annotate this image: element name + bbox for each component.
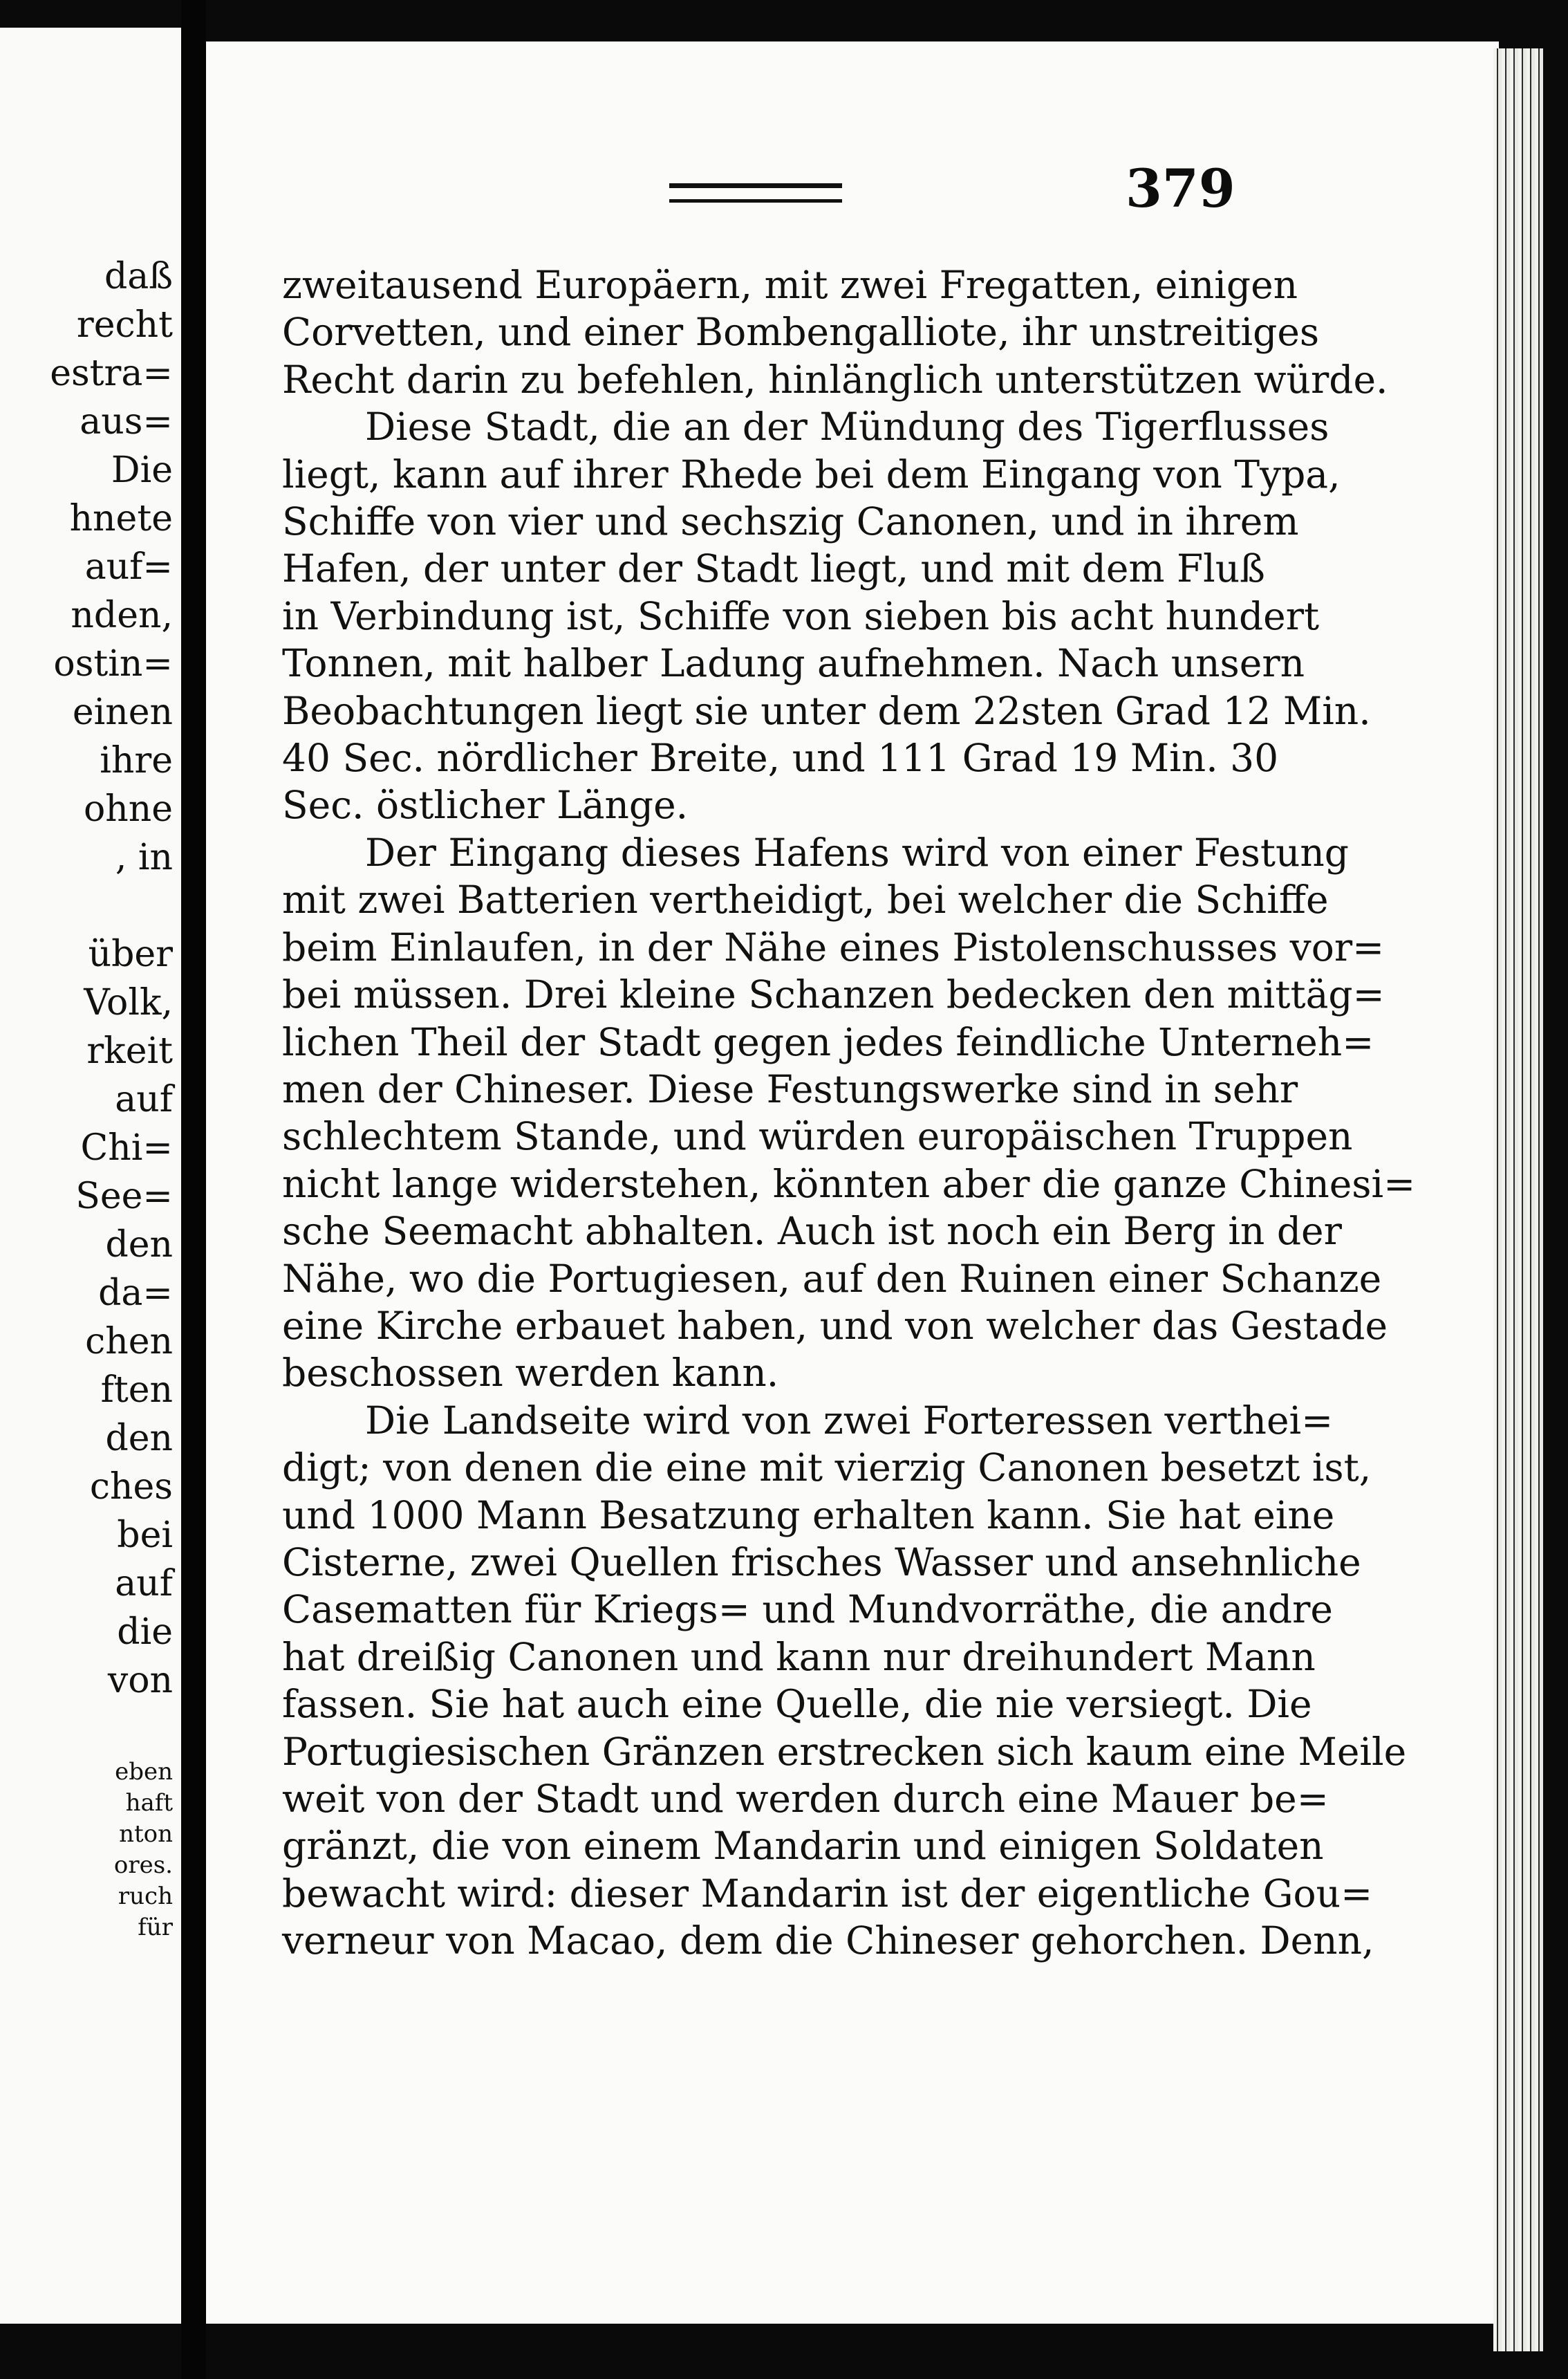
text-line: weit von der Stadt und werden durch eine Mauer be= [282,1777,1329,1821]
text-line: in Verbindung ist, Schiffe von sieben bis acht hundert [282,593,1320,638]
text-line: Corvetten, und einer Bombengalliote, ihr unstreitiges [282,310,1320,355]
text-line: Diese Stadt, die an der Mündung des Tigerflusses [365,405,1329,450]
left-page-line: ohne [83,788,173,830]
text-line: Beobachtungen liegt sie unter dem 22sten Grad 12 Min. [282,688,1371,733]
left-page-line: auf [115,1563,173,1604]
text-line: Tonnen, mit halber Ladung aufnehmen. Nach unsern [282,641,1305,686]
text-line: eine Kirche erbauet haben, und von welcher das Gestade [282,1303,1388,1348]
text-line: Die Landseite wird von zwei Forteressen verthei= [365,1398,1334,1443]
text-line: liegt, kann auf ihrer Rhede bei dem Eingang von Typa, [282,452,1341,497]
text-line: Portugiesischen Gränzen erstrecken sich kaum eine Meile [282,1729,1407,1774]
text-line: Hafen, der unter der Stadt liegt, und mit dem Fluß [282,546,1265,591]
left-page-fragment [0,28,181,2324]
left-page-footnote-line: ruch [118,1882,173,1910]
left-page-line: von [107,1660,173,1701]
left-page-footnote-line: haft [125,1789,173,1817]
text-line: gränzt, die von einem Mandarin und einigen Soldaten [282,1824,1324,1869]
left-page-line: Chi= [80,1127,173,1169]
text-line: men der Chineser. Diese Festungswerke sind in sehr [282,1066,1298,1111]
text-line: Der Eingang dieses Hafens wird von einer Festung [365,830,1350,875]
text-line: sche Seemacht abhalten. Auch ist noch ein Berg in der [282,1209,1342,1254]
left-page-line: ften [100,1369,173,1411]
left-page-footnote-line: ores. [113,1851,173,1879]
text-line: Cisterne, zwei Quellen frisches Wasser und ansehnliche [282,1539,1361,1584]
left-page-line: die [117,1611,173,1653]
left-page-line: estra= [50,353,173,394]
text-line: zweitausend Europäern, mit zwei Fregatten, einigen [282,263,1298,307]
text-line: Sec. östlicher Länge. [282,783,689,828]
book-gutter [181,0,206,2379]
left-page-footnote-line: nton [119,1820,173,1848]
text-line: lichen Theil der Stadt gegen jedes feindliche Unterneh= [282,1019,1374,1064]
page-number: 379 [1126,158,1235,219]
text-line: fassen. Sie hat auch eine Quelle, die nie versiegt. Die [282,1682,1312,1727]
left-page-line: nden, [71,595,173,636]
left-page-line: den [105,1224,173,1266]
left-page-line: daß [104,256,173,297]
main-page [206,41,1499,2324]
left-page-line: auf [115,1079,173,1120]
left-page-line: ihre [100,740,173,781]
left-page-footnote-line: eben [115,1758,173,1786]
left-page-line: ostin= [53,643,173,685]
left-page-line: , in [115,837,173,878]
text-line: beschossen werden kann. [282,1351,779,1396]
text-line: Schiffe von vier und sechszig Canonen, und in ihrem [282,499,1299,544]
left-page-line: da= [98,1272,173,1314]
left-page-line: Die [111,450,173,491]
text-line: mit zwei Batterien vertheidigt, bei welcher die Schiffe [282,878,1329,923]
left-page-line: See= [75,1176,173,1217]
left-page-line: Volk, [84,982,173,1024]
text-line: und 1000 Mann Besatzung erhalten kann. Sie hat eine [282,1492,1335,1537]
left-page-line: aus= [80,401,173,443]
text-line: 40 Sec. nördlicher Breite, und 111 Grad 19 Min. 30 [282,736,1279,781]
text-line: bewacht wird: dieser Mandarin ist der eigentliche Gou= [282,1871,1373,1916]
text-line: nicht lange widerstehen, könnten aber die ganze Chinesi= [282,1161,1416,1206]
page-edges [1493,48,1543,2351]
text-line: bei müssen. Drei kleine Schanzen bedecken den mittäg= [282,972,1385,1017]
left-page-line: über [88,934,173,975]
text-line: Recht darin zu befehlen, hinlänglich unterstützen würde. [282,357,1388,402]
left-page-line: chen [85,1321,173,1362]
text-line: hat dreißig Canonen und kann nur dreihundert Mann [282,1634,1316,1679]
left-page-line: einen [72,692,173,733]
left-page-footnote-line: für [138,1914,173,1941]
left-page-line: ches [89,1466,173,1508]
text-line: Nähe, wo die Portugiesen, auf den Ruinen einer Schanze [282,1256,1382,1301]
left-page-line: den [105,1418,173,1459]
left-page-line: rkeit [86,1030,173,1072]
text-line: Casematten für Kriegs= und Mundvorräthe, die andre [282,1587,1333,1632]
left-page-line: bei [117,1515,173,1556]
header-ornament-rule [669,183,842,203]
left-page-line: auf= [84,546,173,588]
left-page-line: hnete [69,498,173,539]
left-page-line: recht [76,304,173,346]
text-line: digt; von denen die eine mit vierzig Canonen besetzt ist, [282,1445,1372,1490]
text-line: beim Einlaufen, in der Nähe eines Pistolenschusses vor= [282,925,1385,970]
body-text [282,261,1416,1965]
text-line: verneur von Macao, dem die Chineser gehorchen. Denn, [282,1918,1374,1963]
text-line: schlechtem Stande, und würden europäischen Truppen [282,1114,1353,1159]
